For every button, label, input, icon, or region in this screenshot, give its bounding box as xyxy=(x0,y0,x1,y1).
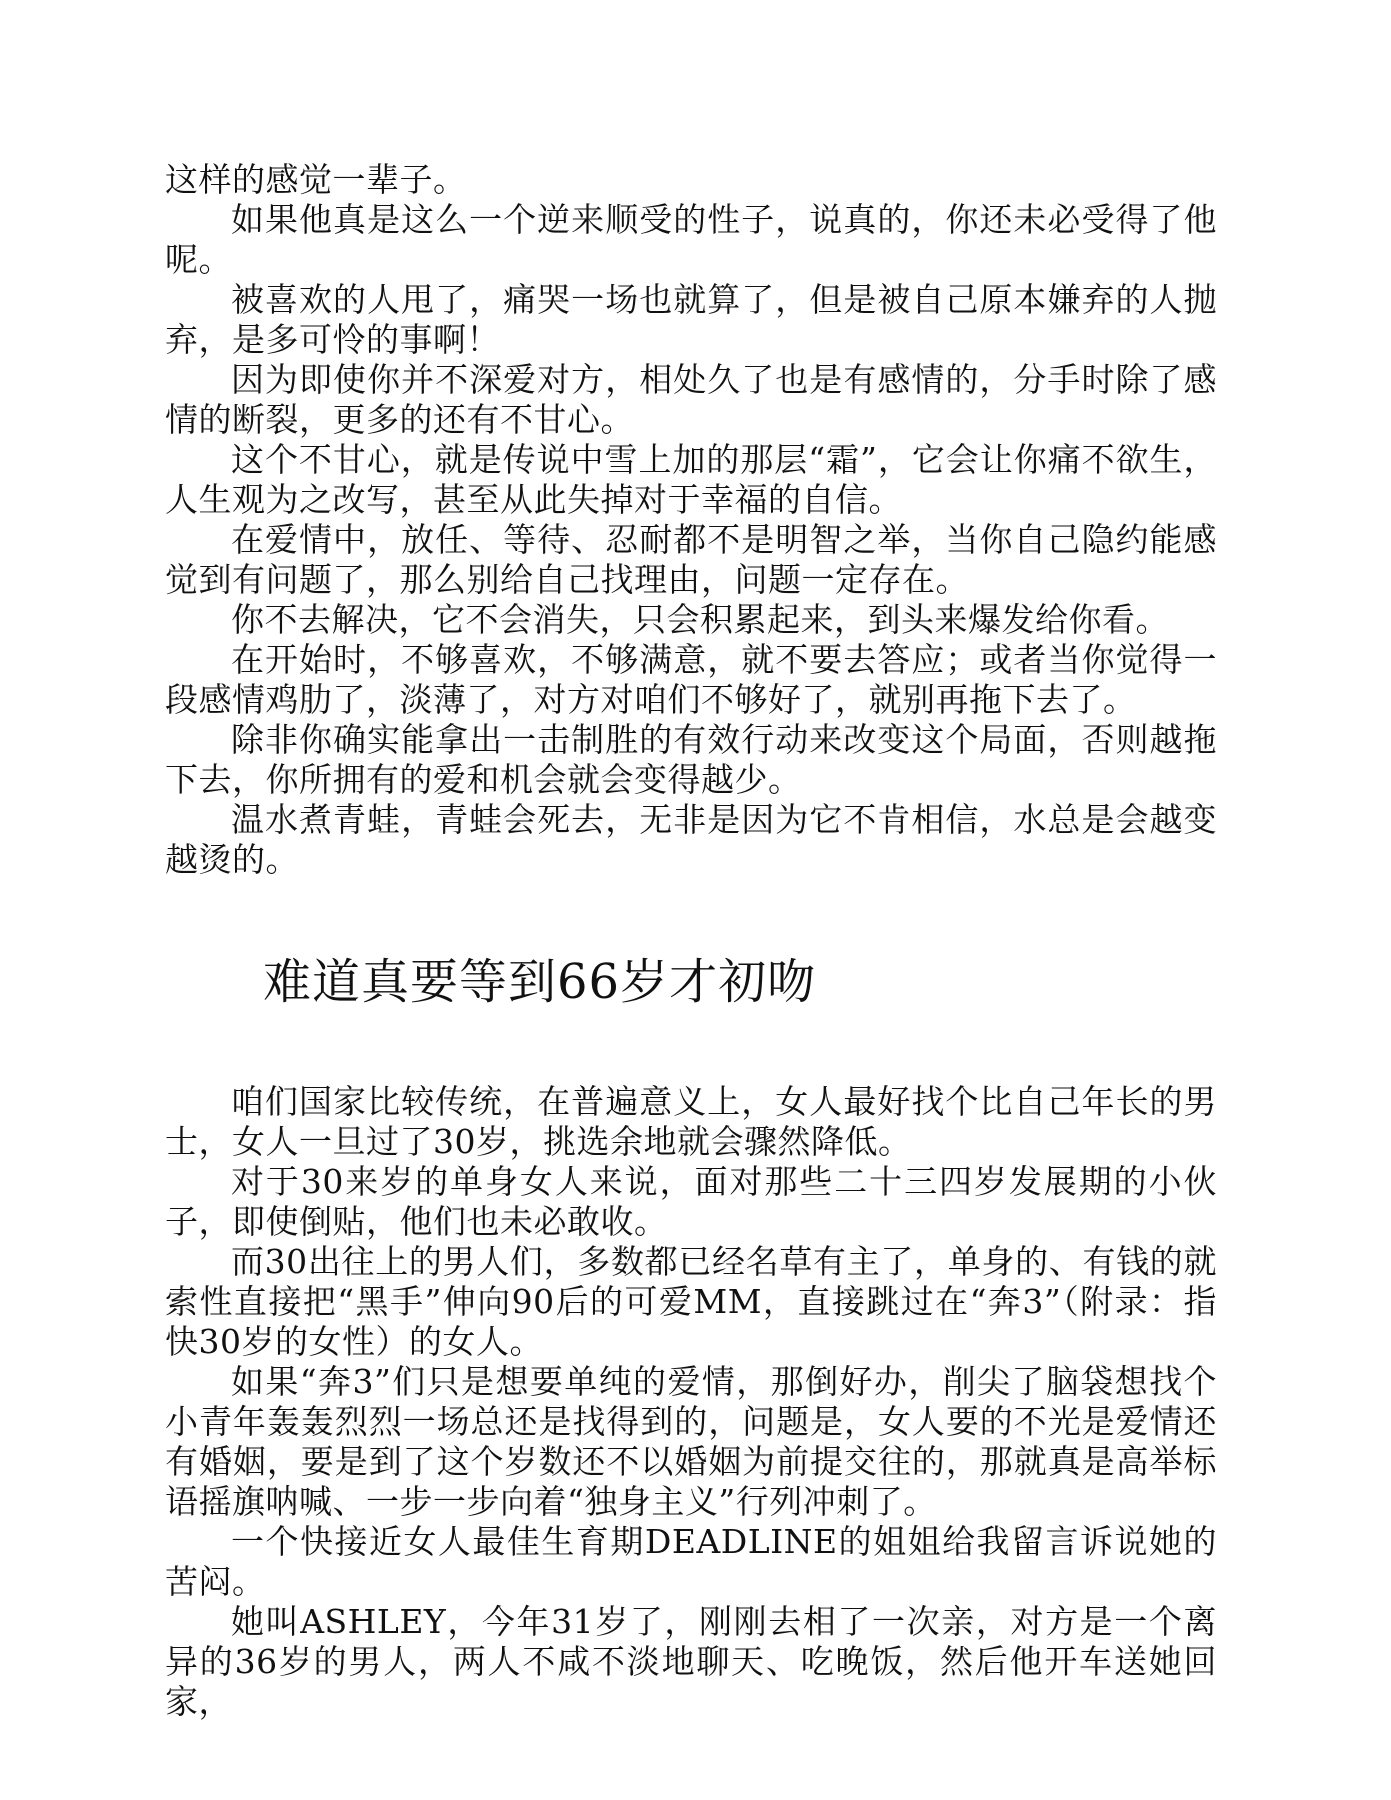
paragraph: 温水煮青蛙，青蛙会死去，无非是因为它不肯相信，水总是会越变越烫的。 xyxy=(165,800,1217,879)
paragraph: 她叫ASHLEY，今年31岁了，刚刚去相了一次亲，对方是一个离异的36岁的男人，两人不咸不淡地聊天、吃晚饭，然后他开车送她回家， xyxy=(165,1602,1217,1721)
paragraph: 因为即使你并不深爱对方，相处久了也是有感情的，分手时除了感情的断裂，更多的还有不甘心。 xyxy=(165,360,1217,439)
paragraph: 而30出往上的男人们，多数都已经名草有主了，单身的、有钱的就索性直接把“黑手”伸向90后的可爱MM，直接跳过在“奔3”（附录：指快30岁的女性）的女人。 xyxy=(165,1242,1217,1361)
paragraph: 你不去解决，它不会消失，只会积累起来，到头来爆发给你看。 xyxy=(231,600,1169,639)
paragraph: 如果他真是这么一个逆来顺受的性子，说真的，你还未必受得了他呢。 xyxy=(165,200,1217,279)
paragraph: 这个不甘心，就是传说中雪上加的那层“霜”，它会让你痛不欲生，人生观为之改写，甚至从此失掉对于幸福的自信。 xyxy=(165,440,1217,519)
paragraph: 除非你确实能拿出一击制胜的有效行动来改变这个局面，否则越拖下去，你所拥有的爱和机会就会变得越少。 xyxy=(165,720,1217,799)
paragraph: 在爱情中，放任、等待、忍耐都不是明智之举，当你自己隐约能感觉到有问题了，那么别给自己找理由，问题一定存在。 xyxy=(165,520,1217,599)
paragraph: 咱们国家比较传统，在普遍意义上，女人最好找个比自己年长的男士，女人一旦过了30岁，挑选余地就会骤然降低。 xyxy=(165,1082,1217,1161)
document-page xyxy=(165,160,1217,1722)
paragraph: 在开始时，不够喜欢，不够满意，就不要去答应；或者当你觉得一段感情鸡肋了，淡薄了，对方对咱们不够好了，就别再拖下去了。 xyxy=(165,640,1217,719)
paragraph: 一个快接近女人最佳生育期DEADLINE的姐姐给我留言诉说她的苦闷。 xyxy=(165,1522,1217,1601)
chapter-title: 难道真要等到66岁才初吻 xyxy=(263,954,817,1010)
paragraph: 被喜欢的人甩了，痛哭一场也就算了，但是被自己原本嫌弃的人抛弃，是多可怜的事啊！ xyxy=(165,280,1217,359)
paragraph: 这样的感觉一辈子。 xyxy=(165,160,467,199)
paragraph: 如果“奔3”们只是想要单纯的爱情，那倒好办，削尖了脑袋想找个小青年轰轰烈烈一场总还是找得到的，问题是，女人要的不光是爱情还有婚姻，要是到了这个岁数还不以婚姻为前提交往的，那就真是高举标语摇旗呐喊、一步一步向着“独身主义”行列冲刺了。 xyxy=(165,1362,1217,1521)
paragraph: 对于30来岁的单身女人来说，面对那些二十三四岁发展期的小伙子，即使倒贴，他们也未必敢收。 xyxy=(165,1162,1217,1241)
